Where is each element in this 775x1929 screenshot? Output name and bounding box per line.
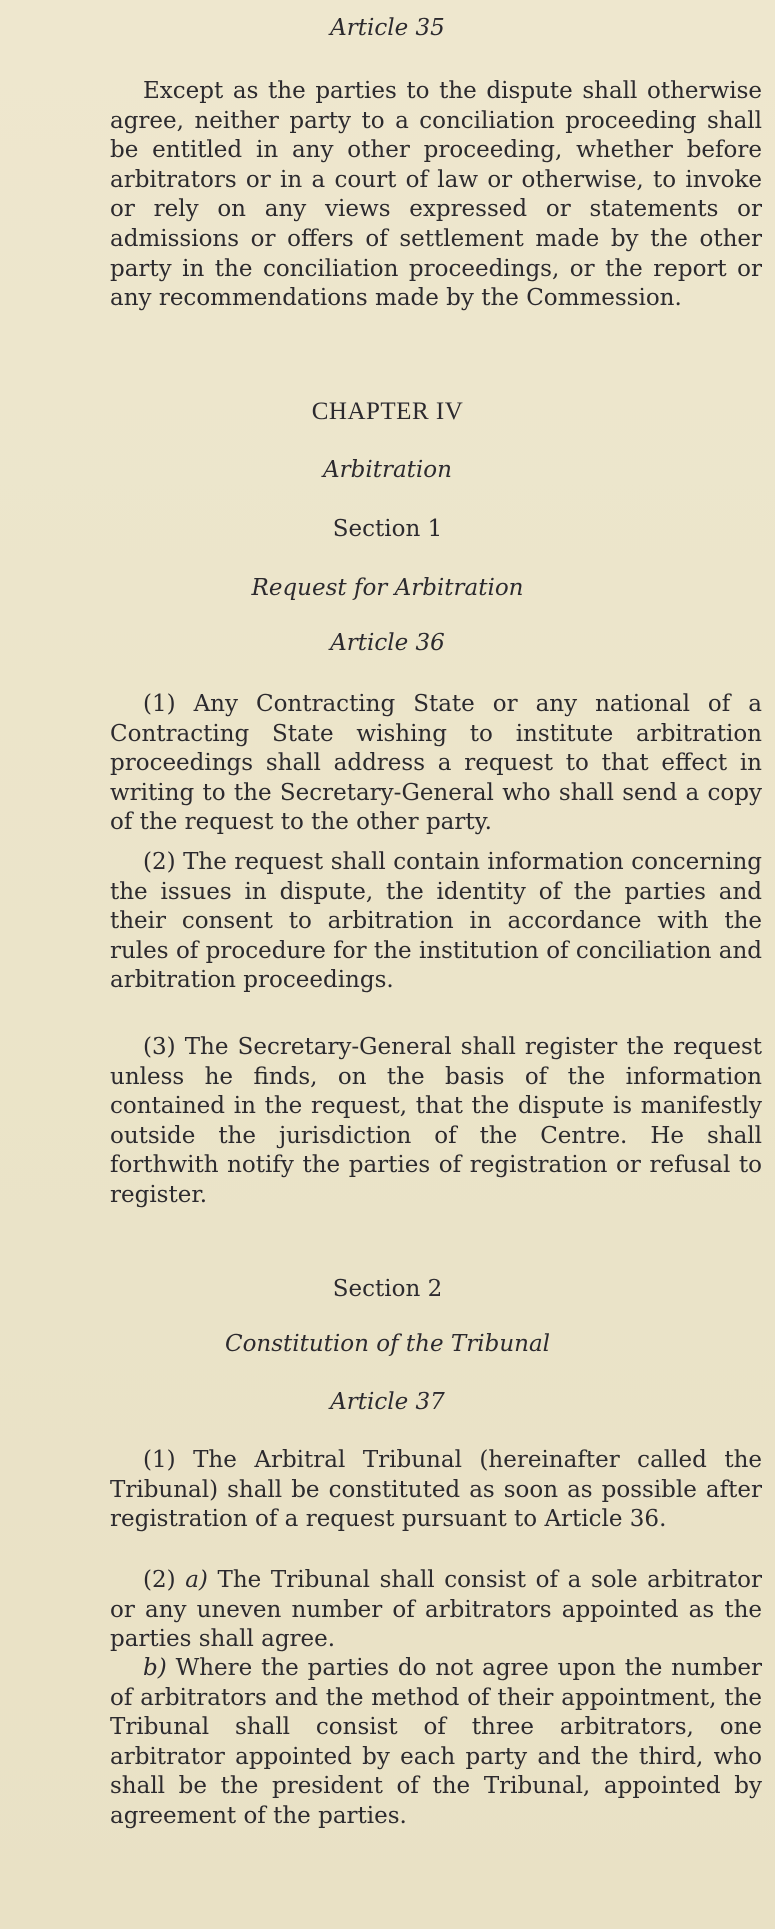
article-35-heading: Article 35 (330, 15, 445, 41)
article-36-paragraph-1: (1) Any Contracting State or any national of a Contracting State wishing to institute arbitration proceedings shall address a request to that effect in writing to the Secretary-General who shall send a copy of the request to the other party. (110, 691, 762, 836)
article-35-paragraph: Except as the parties to the dispute shall otherwise agree, neither party to a conciliation proceeding shall be entitled in any other proceeding, whether before arbitrators or in a court of law or otherwise, to invoke or rely on any views expressed or statements or admissions or offers of settlement made by the other party in the conciliation proceedings, or the report or any recommendations made by the Commession. (110, 78, 762, 312)
article-37-paragraph-1: (1) The Arbitral Tribunal (hereinafter called the Tribunal) shall be constituted as soon as possible after registration of a request pursuant to Article 36. (110, 1447, 762, 1533)
article-36-paragraph-2: (2) The request shall contain information concerning the issues in dispute, the identity of the parties and their consent to arbitration in accordance with the rules of procedure for the institution of conciliation and arbitration proceedings. (110, 849, 762, 994)
subparagraph-a-text: The Tribunal shall consist of a sole arbitrator or any uneven number of arbitrators appointed as the parties shall agree. (110, 1567, 762, 1653)
section-2-subtitle: Constitution of the Tribunal (224, 1331, 551, 1357)
article-37-heading: Article 37 (330, 1389, 445, 1415)
section-1-heading: Section 1 (332, 516, 443, 542)
article-37-paragraph-2b (110, 1654, 762, 1832)
article-36-paragraph-3: (3) The Secretary-General shall register the request unless he finds, on the basis of the information contained in the request, that the dispute is manifestly outside the jurisdiction of the Centre. He shall forthwith notify the parties of registration or refusal to register. (110, 1034, 762, 1208)
chapter-subtitle: Arbitration (323, 457, 452, 483)
section-1-subtitle: Request for Arbitration (251, 575, 524, 601)
chapter-heading: CHAPTER IV (311, 398, 464, 425)
article-36-heading: Article 36 (330, 630, 445, 656)
subparagraph-b-text: Where the parties do not agree upon the number of arbitrators and the method of their appointment, the Tribunal shall consist of three arbitrators, one arbitrator appointed by each party and the third, who shall be the president of the Tribunal, appointed by agreement of the parties. (110, 1655, 762, 1829)
article-37-paragraph-2-number: (2) (143, 1567, 186, 1593)
subparagraph-a-marker: a) (185, 1567, 208, 1593)
section-2-heading: Section 2 (332, 1276, 443, 1302)
article-37-paragraph-2a (110, 1566, 762, 1655)
subparagraph-b-marker: b) (143, 1655, 167, 1681)
